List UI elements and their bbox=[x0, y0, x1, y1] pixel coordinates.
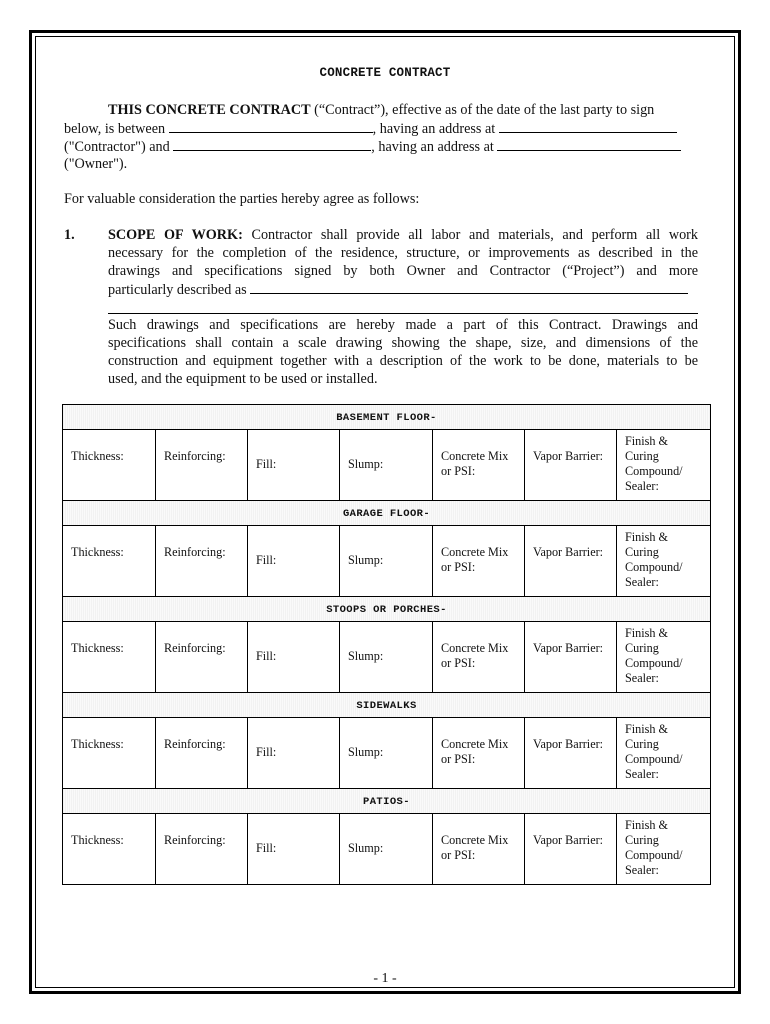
vapor-barrier-cell[interactable]: Vapor Barrier: bbox=[525, 526, 617, 596]
table-section bbox=[63, 692, 710, 788]
thickness-cell[interactable]: Thickness: bbox=[63, 718, 156, 788]
section-heading-sidewalks: SIDEWALKS bbox=[63, 692, 710, 718]
finish-curing-cell[interactable]: Finish & Curing Compound/ Sealer: bbox=[625, 818, 683, 877]
slump-cell[interactable]: Slump: bbox=[340, 430, 433, 500]
table-section bbox=[63, 405, 710, 500]
intro-paragraph: THIS CONCRETE CONTRACT (“Contract”), effective as of the date of the last party to sign below, is between , having an address at ("Contractor") and , having an address at ("Owner"). bbox=[64, 101, 696, 173]
finish-curing-cell[interactable]: Finish & Curing Compound/ Sealer: bbox=[625, 626, 683, 685]
thickness-cell[interactable]: Thickness: bbox=[63, 622, 156, 692]
vapor-barrier-cell[interactable]: Vapor Barrier: bbox=[525, 430, 617, 500]
slump-cell[interactable]: Slump: bbox=[340, 814, 433, 884]
finish-curing-cell[interactable]: Finish & Curing Compound/ Sealer: bbox=[625, 434, 683, 493]
section-heading-garage: GARAGE FLOOR- bbox=[63, 500, 710, 526]
thickness-cell[interactable]: Thickness: bbox=[63, 526, 156, 596]
vapor-barrier-cell[interactable]: Vapor Barrier: bbox=[525, 622, 617, 692]
thickness-cell[interactable]: Thickness: bbox=[63, 430, 156, 500]
fill-cell[interactable]: Fill: bbox=[248, 430, 340, 500]
concrete-mix-cell[interactable]: Concrete Mix or PSI: bbox=[433, 814, 525, 884]
spec-row bbox=[63, 814, 710, 884]
owner-address-field[interactable] bbox=[497, 137, 681, 151]
contract-name: THIS CONCRETE CONTRACT bbox=[108, 102, 311, 118]
section-heading-basement: BASEMENT FLOOR- bbox=[63, 405, 710, 430]
table-section bbox=[63, 500, 710, 596]
reinforcing-cell[interactable]: Reinforcing: bbox=[156, 622, 248, 692]
owner-name-field[interactable] bbox=[173, 137, 371, 151]
concrete-spec-table bbox=[62, 404, 711, 885]
consideration-text: For valuable consideration the parties hereby agree as follows: bbox=[64, 191, 420, 207]
spec-row bbox=[63, 430, 710, 500]
reinforcing-cell[interactable]: Reinforcing: bbox=[156, 430, 248, 500]
reinforcing-cell[interactable]: Reinforcing: bbox=[156, 526, 248, 596]
reinforcing-cell[interactable]: Reinforcing: bbox=[156, 814, 248, 884]
fill-cell[interactable]: Fill: bbox=[248, 814, 340, 884]
spec-row bbox=[63, 622, 710, 692]
page-number: - 1 - bbox=[373, 971, 397, 986]
concrete-mix-cell[interactable]: Concrete Mix or PSI: bbox=[433, 622, 525, 692]
reinforcing-cell[interactable]: Reinforcing: bbox=[156, 718, 248, 788]
slump-cell[interactable]: Slump: bbox=[340, 718, 433, 788]
vapor-barrier-cell[interactable]: Vapor Barrier: bbox=[525, 814, 617, 884]
document-title: CONCRETE CONTRACT bbox=[319, 66, 451, 80]
finish-curing-cell[interactable]: Finish & Curing Compound/ Sealer: bbox=[625, 530, 683, 589]
fill-cell[interactable]: Fill: bbox=[248, 526, 340, 596]
section-heading: SCOPE OF WORK: bbox=[108, 227, 243, 243]
spec-row bbox=[63, 718, 710, 788]
section-heading-patios: PATIOS- bbox=[63, 788, 710, 814]
table-section bbox=[63, 596, 710, 692]
contractor-address-field[interactable] bbox=[499, 119, 677, 133]
finish-curing-cell[interactable]: Finish & Curing Compound/ Sealer: bbox=[625, 722, 683, 781]
vapor-barrier-cell[interactable]: Vapor Barrier: bbox=[525, 718, 617, 788]
fill-cell[interactable]: Fill: bbox=[248, 718, 340, 788]
spec-row bbox=[63, 526, 710, 596]
project-description-field[interactable] bbox=[250, 280, 688, 294]
slump-cell[interactable]: Slump: bbox=[340, 622, 433, 692]
concrete-mix-cell[interactable]: Concrete Mix or PSI: bbox=[433, 526, 525, 596]
table-section bbox=[63, 788, 710, 884]
thickness-cell[interactable]: Thickness: bbox=[63, 814, 156, 884]
contractor-name-field[interactable] bbox=[169, 119, 373, 133]
project-description-line-2[interactable] bbox=[108, 313, 698, 314]
section-heading-stoops: STOOPS OR PORCHES- bbox=[63, 596, 710, 622]
section-number: 1. bbox=[64, 227, 75, 243]
concrete-mix-cell[interactable]: Concrete Mix or PSI: bbox=[433, 718, 525, 788]
fill-cell[interactable]: Fill: bbox=[248, 622, 340, 692]
concrete-mix-cell[interactable]: Concrete Mix or PSI: bbox=[433, 430, 525, 500]
slump-cell[interactable]: Slump: bbox=[340, 526, 433, 596]
